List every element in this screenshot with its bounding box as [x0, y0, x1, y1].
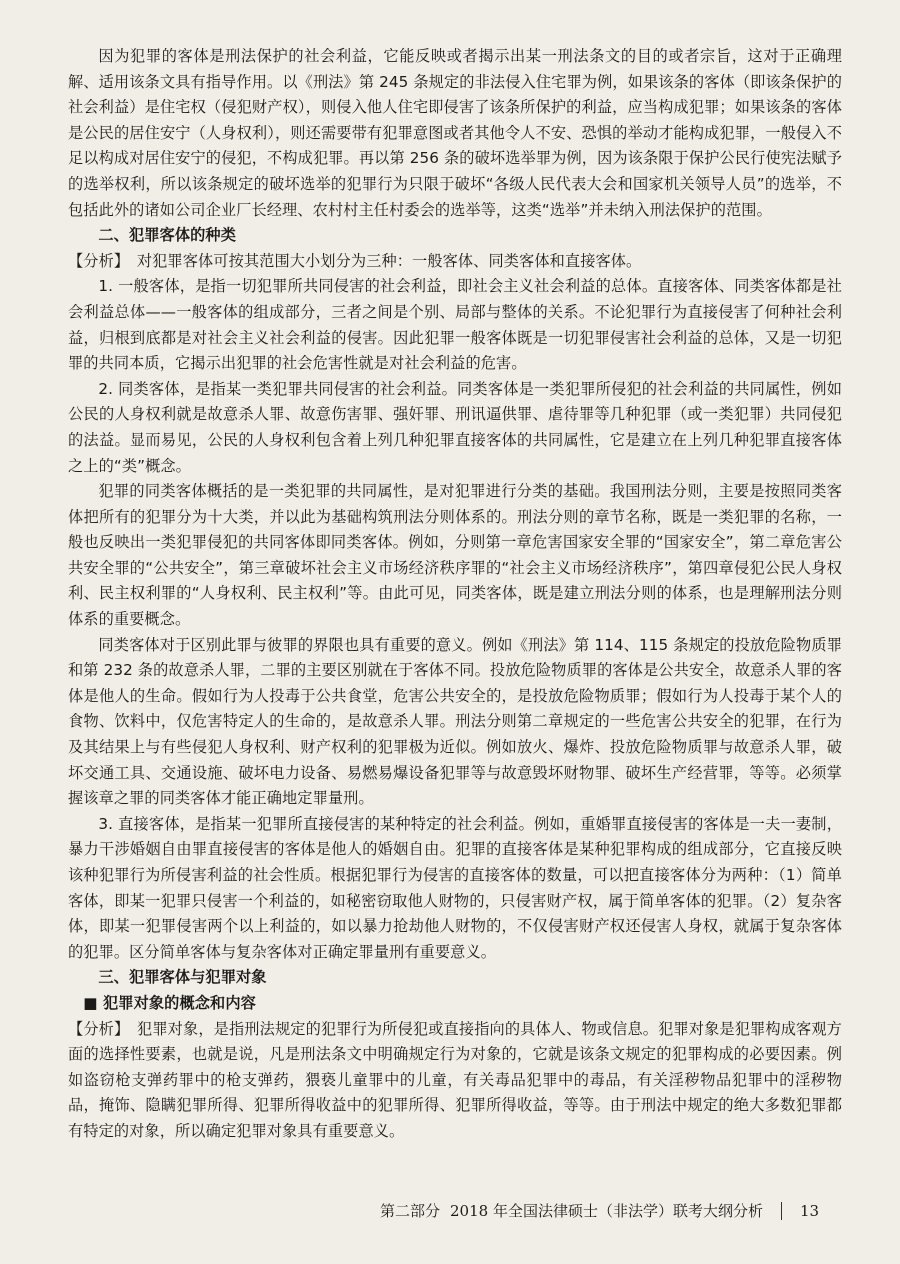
page-number: 13 [799, 1201, 820, 1220]
footer-divider [781, 1202, 782, 1220]
analysis-tag: 【分析】 [68, 251, 122, 270]
footer-section: 第二部分 [380, 1202, 441, 1220]
page-footer [380, 1200, 850, 1221]
analysis-tag: 【分析】 [68, 1019, 122, 1038]
page-body [68, 44, 842, 1145]
paragraph-similar-object-distinction: 同类客体对于区别此罪与彼罪的界限也具有重要的意义。例如《刑法》第 114、115 条规定的投放危险物质罪和第 232 条的故意杀人罪，二罪的主要区别就在于客体不同。投放危险物质罪的客体是公共安全，故意杀人罪的客体是他人的生命。假如行为人投毒于公共食堂，危害公共安全的，是投放危险物质罪；假如行为人投毒于某个人的食物、饮料中，仅危害特定人的生命的，是故意杀人罪。刑法分则第二章规定的一些危害公共安全的犯罪，在行为及其结果上与有些侵犯人身权利、财产权利的犯罪极为近似。例如放火、爆炸、投放危险物质罪与故意杀人罪，破坏交通工具、交通设施、破坏电力设备、易燃易爆设备犯罪等与故意毁坏财物罪、破坏生产经营罪，等等。必须掌握该章之罪的同类客体才能正确地定罪量刑。 [68, 635, 842, 808]
analysis-text: 对犯罪客体可按其范围大小划分为三种：一般客体、同类客体和直接客体。 [136, 251, 642, 270]
section-heading-object-and-target: 三、犯罪客体与犯罪对象 [98, 968, 267, 987]
paragraph-general-object: 1. 一般客体，是指一切犯罪所共同侵害的社会利益，即社会主义社会利益的总体。直接客体、同类客体都是社会利益总体——一般客体的组成部分，三者之间是个别、局部与整体的关系。不论犯罪行为直接侵害了何种社会利益，归根到底都是对社会主义社会利益的侵害。因此犯罪一般客体既是一切犯罪侵害社会利益的总体，又是一切犯罪的共同本质，它揭示出犯罪的社会危害性就是对社会利益的危害。 [68, 277, 842, 373]
analysis-paragraph-types [68, 249, 842, 275]
paragraph-direct-object: 3. 直接客体，是指某一犯罪所直接侵害的某种特定的社会利益。例如，重婚罪直接侵害的客体是一夫一妻制，暴力干涉婚姻自由罪直接侵害的客体是他人的婚姻自由。犯罪的直接客体是某种犯罪构成的组成部分，它直接反映该种犯罪行为所侵害利益的社会性质。根据犯罪行为侵害的直接客体的数量，可以把直接客体分为两种：（1）简单客体，即某一犯罪只侵害一个利益的，如秘密窃取他人财物的，只侵害财产权，属于简单客体的犯罪。（2）复杂客体，即某一犯罪侵害两个以上利益的，如以暴力抢劫他人财物的，不仅侵害财产权还侵害人身权，就属于复杂客体的犯罪。区分简单客体与复杂客体对正确定罪量刑有重要意义。 [68, 814, 842, 961]
paragraph-similar-object: 2. 同类客体，是指某一类犯罪共同侵害的社会利益。同类客体是一类犯罪所侵犯的社会利益的共同属性，例如公民的人身权利就是故意杀人罪、故意伤害罪、强奸罪、刑讯逼供罪、虐待罪等几种犯罪（或一类犯罪）共同侵犯的法益。显而易见，公民的人身权利包含着上列几种犯罪直接客体的共同属性，它是建立在上列几种犯罪直接客体之上的“类”概念。 [68, 379, 842, 475]
analysis-text: 犯罪对象，是指刑法规定的犯罪行为所侵犯或直接指向的具体人、物或信息。犯罪对象是犯罪构成客观方面的选择性要素，也就是说，凡是刑法条文中明确规定行为对象的，它就是该条文规定的犯罪构成的必要因素。例如盗窃枪支弹药罪中的枪支弹药，猥亵儿童罪中的儿童，有关毒品犯罪中的毒品，有关淫秽物品犯罪中的淫秽物品，掩饰、隐瞒犯罪所得、犯罪所得收益中的犯罪所得、犯罪所得收益，等等。由于刑法中规定的绝大多数犯罪都有特定的对象，所以确定犯罪对象具有重要意义。 [68, 1019, 842, 1140]
analysis-paragraph-target [68, 1017, 842, 1145]
section-heading-types: 二、犯罪客体的种类 [98, 226, 236, 245]
footer-title: 2018 年全国法律硕士（非法学）联考大纲分析 [450, 1202, 763, 1220]
paragraph-object-significance: 因为犯罪的客体是刑法保护的社会利益，它能反映或者揭示出某一刑法条文的目的或者宗旨，这对于正确理解、适用该条文具有指导作用。以《刑法》第 245 条规定的非法侵入住宅罪为例，如果该条的客体（即该条保护的社会利益）是住宅权（侵犯财产权），则侵入他人住宅即侵害了该条所保护的利益，应当构成犯罪；如果该条的客体是公民的居住安宁（人身权利），则还需要带有犯罪意图或者其他令人不安、恐惧的举动才能构成犯罪，一般侵入不足以构成对居住安宁的侵犯，不构成犯罪。再以第 256 条的破坏选举罪为例，因为该条限于保护公民行使宪法赋予的选举权利，所以该条规定的破坏选举的犯罪行为只限于破坏“各级人民代表大会和国家机关领导人员”的选举，不包括此外的诸如公司企业厂长经理、农村村主任村委会的选举等，这类“选举”并未纳入刑法保护的范围。 [68, 47, 842, 219]
subsection-heading-target: ■ 犯罪对象的概念和内容 [83, 993, 256, 1012]
paragraph-similar-object-classification: 犯罪的同类客体概括的是一类犯罪的共同属性，是对犯罪进行分类的基础。我国刑法分则，主要是按照同类客体把所有的犯罪分为十大类，并以此为基础构筑刑法分则体系的。刑法分则的章节名称，既是一类犯罪的名称，一般也反映出一类犯罪侵犯的共同客体即同类客体。例如，分则第一章危害国家安全罪的“国家安全”，第二章危害公共安全罪的“公共安全”，第三章破坏社会主义市场经济秩序罪的“社会主义市场经济秩序”，第四章侵犯公民人身权利、民主权利罪的“人身权利、民主权利”等。由此可见，同类客体，既是建立刑法分则的体系，也是理解刑法分则体系的重要概念。 [68, 482, 842, 629]
